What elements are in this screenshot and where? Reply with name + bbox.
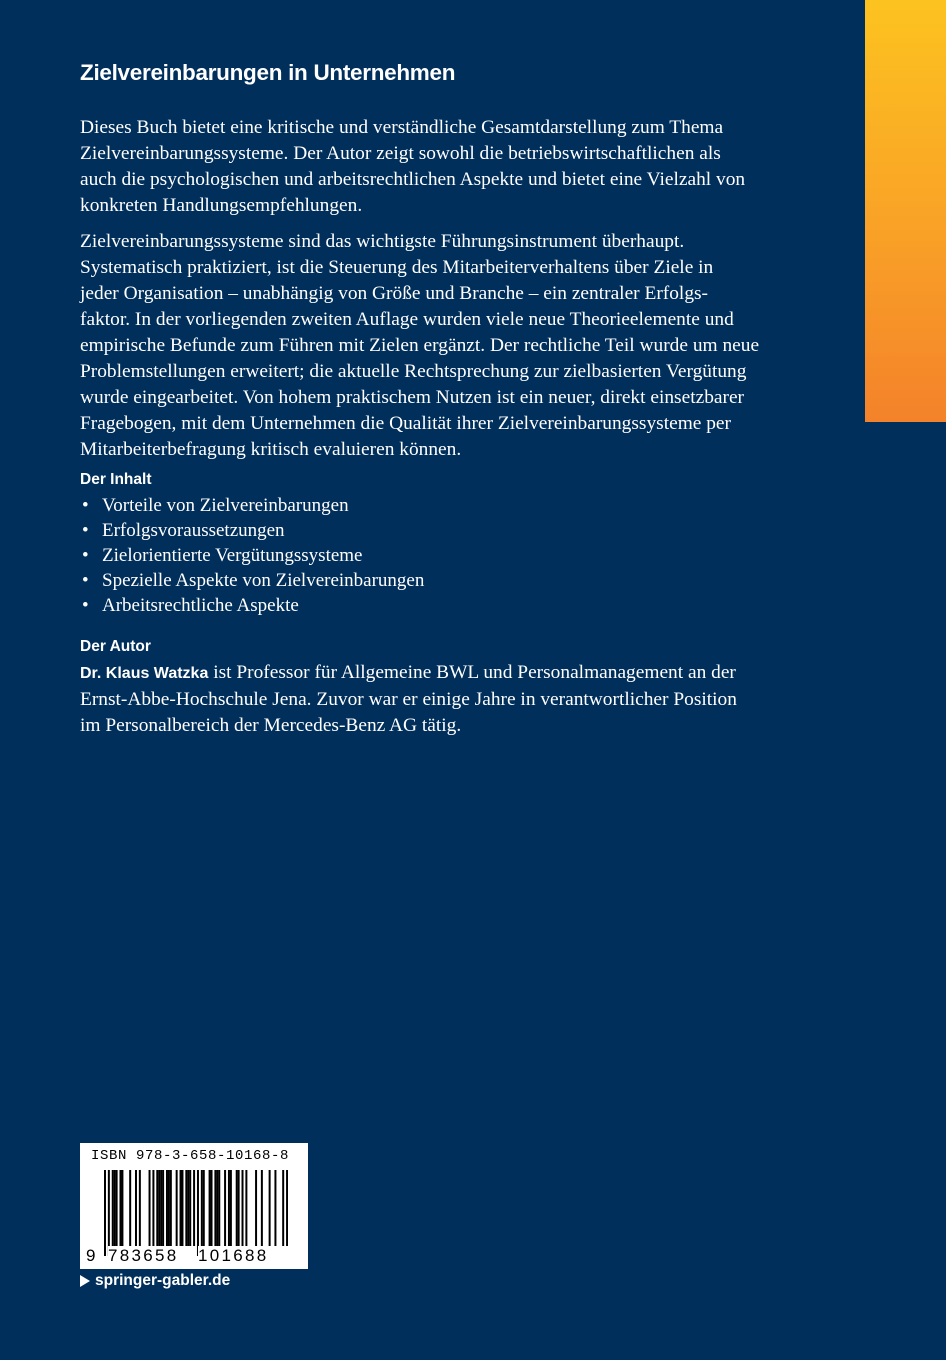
intro-paragraph-2	[80, 229, 780, 463]
barcode-bar	[286, 1170, 288, 1256]
text-line: Ernst-Abbe-Hochschule Jena. Zuvor war er einige Jahre in verantwortlicher Position	[80, 689, 737, 710]
contents-list	[80, 493, 424, 618]
barcode-bar	[214, 1170, 216, 1246]
barcode-bar	[152, 1170, 154, 1246]
barcode-bar	[209, 1170, 211, 1246]
barcode-bar	[228, 1170, 230, 1246]
barcode-bar	[149, 1170, 151, 1246]
barcode-bar	[193, 1170, 195, 1256]
barcode-bar	[166, 1170, 168, 1246]
ean-right-digits: 101688	[198, 1246, 288, 1266]
barcode-bar	[224, 1170, 226, 1246]
barcode-bar	[269, 1170, 271, 1246]
barcode-bar	[185, 1170, 187, 1246]
isbn-label: ISBN 978-3-658-10168-8	[91, 1148, 290, 1164]
text-line: faktor. In der vorliegenden zweiten Auflage wurden viele neue Theorieelemente und	[80, 309, 734, 330]
list-item	[80, 543, 424, 568]
text-line: konkreten Handlungsempfehlungen.	[80, 195, 363, 216]
barcode-bar	[189, 1170, 191, 1246]
barcode-bar	[139, 1170, 141, 1246]
barcode-bar	[180, 1170, 182, 1246]
bullet-icon: •	[82, 545, 89, 566]
text-line: jeder Organisation – unabhängig von Größe und Branche – ein zentraler Erfolgs-	[80, 283, 709, 304]
barcode-bar	[236, 1170, 238, 1246]
barcode-bar	[242, 1170, 244, 1246]
bullet-icon: •	[82, 520, 89, 541]
barcode-bar	[187, 1170, 189, 1246]
list-item	[80, 493, 424, 518]
barcode-bar	[156, 1170, 158, 1246]
barcode-bar	[135, 1170, 137, 1246]
list-item-label: Vorteile von Zielvereinbarungen	[102, 495, 349, 516]
arrow-right-icon	[80, 1275, 90, 1287]
list-item-label: Erfolgsvoraussetzungen	[102, 520, 285, 541]
list-item	[80, 593, 424, 618]
barcode-bar	[181, 1170, 183, 1246]
list-item	[80, 518, 424, 543]
barcode-bar	[274, 1170, 276, 1246]
barcode-bar	[170, 1170, 172, 1246]
text-line: Systematisch praktiziert, ist die Steuerung des Mitarbeiterverhaltens über Ziele in	[80, 257, 714, 278]
barcode-bar	[158, 1170, 160, 1246]
barcode-bar	[112, 1170, 114, 1246]
barcode-bar	[218, 1170, 220, 1246]
intro-paragraph-1	[80, 115, 780, 219]
bullet-icon: •	[82, 495, 89, 516]
book-title: Zielvereinbarungen in Unternehmen	[80, 60, 456, 85]
author-bio-text: ist Professor für Allgemeine BWL und Personalmanagement an der	[208, 662, 736, 683]
publisher-link[interactable]	[80, 1272, 230, 1290]
barcode-bar	[216, 1170, 218, 1246]
barcode-bar	[168, 1170, 170, 1246]
barcode-bar	[108, 1170, 110, 1256]
barcode-bar	[176, 1170, 178, 1246]
list-item-label: Zielorientierte Vergütungssysteme	[102, 545, 363, 566]
barcode-bar	[201, 1170, 203, 1246]
text-line: Zielvereinbarungssysteme. Der Autor zeigt sowohl die betriebswirtschaftlichen als	[80, 143, 721, 164]
bullet-icon: •	[82, 595, 89, 616]
barcode-bar	[211, 1170, 213, 1246]
author-name: Dr. Klaus Watzka	[80, 665, 209, 682]
text-line: Problemstellungen erweitert; die aktuelle Rechtsprechung zur zielbasierten Vergütung	[80, 361, 747, 382]
author-heading: Der Autor	[80, 638, 151, 655]
barcode-bar	[119, 1170, 121, 1246]
list-item	[80, 568, 424, 593]
barcode-bar	[116, 1170, 118, 1246]
barcode-bar	[197, 1170, 199, 1256]
text-line: empirische Befunde zum Führen mit Zielen ergänzt. Der rechtliche Teil wurde um neue	[80, 335, 760, 356]
text-line: wurde eingearbeitet. Von hohem praktischem Nutzen ist ein neuer, direkt einsetzbarer	[80, 387, 745, 408]
text-line: Mitarbeiterbefragung kritisch evaluieren können.	[80, 439, 462, 460]
barcode-bar	[129, 1170, 131, 1246]
accent-color-bar	[865, 0, 946, 422]
text-line: Fragebogen, mit dem Unternehmen die Qualität ihrer Zielvereinbarungssysteme per	[80, 413, 731, 434]
barcode-bar	[114, 1170, 116, 1246]
barcode-bar	[255, 1170, 257, 1246]
text-line: im Personalbereich der Mercedes-Benz AG tätig.	[80, 715, 462, 736]
barcode-bar	[203, 1170, 205, 1246]
isbn-barcode	[80, 1143, 308, 1269]
text-line: auch die psychologischen und arbeitsrechtlichen Aspekte und bietet eine Vielzahl von	[80, 169, 746, 190]
barcode-bar	[160, 1170, 162, 1246]
barcode-bar	[245, 1170, 247, 1246]
barcode-bar	[162, 1170, 164, 1246]
text-line	[80, 660, 780, 687]
barcode-bar	[261, 1170, 263, 1246]
barcode-bar	[230, 1170, 232, 1246]
barcode-bar	[104, 1170, 106, 1256]
ean-first-digit: 9	[86, 1246, 96, 1265]
text-line: Dieses Buch bietet eine kritische und verständliche Gesamtdarstellung zum Thema	[80, 117, 724, 138]
list-item-label: Spezielle Aspekte von Zielvereinbarungen	[102, 570, 425, 591]
contents-heading: Der Inhalt	[80, 471, 152, 488]
barcode-bar	[121, 1170, 123, 1246]
barcode-bar	[282, 1170, 284, 1256]
publisher-url: springer-gabler.de	[95, 1272, 231, 1289]
text-line: Zielvereinbarungssysteme sind das wichtigste Führungsinstrument überhaupt.	[80, 231, 685, 252]
list-item-label: Arbeitsrechtliche Aspekte	[102, 595, 299, 616]
bullet-icon: •	[82, 570, 89, 591]
ean-left-digits: 783658	[108, 1246, 196, 1266]
author-bio	[80, 660, 780, 739]
barcode-bar	[238, 1170, 240, 1246]
